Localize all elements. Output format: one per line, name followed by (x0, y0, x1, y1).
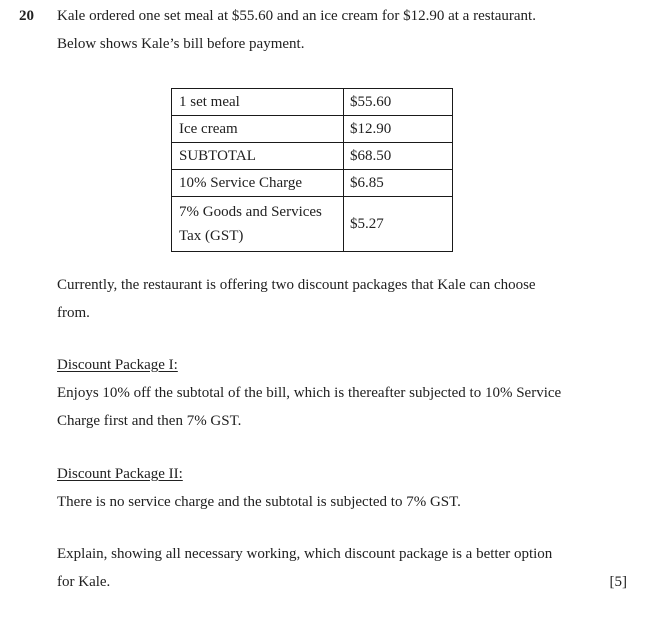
package-1-heading: Discount Package I: (57, 357, 178, 373)
task-line-2: for Kale. (57, 574, 111, 590)
bill-item-label: 10% Service Charge (172, 170, 344, 197)
offer-line-2: from. (57, 305, 90, 321)
package-1-line-2: Charge first and then 7% GST. (57, 413, 242, 429)
question-number: 20 (19, 8, 34, 24)
package-2-line-1: There is no service charge and the subtotal is subjected to 7% GST. (57, 494, 461, 510)
bill-item-amount: $12.90 (344, 116, 453, 143)
task-line-2-row (57, 568, 627, 596)
bill-item-amount: $5.27 (344, 197, 453, 252)
bill-item-label: Ice cream (172, 116, 344, 143)
bill-item-label: 1 set meal (172, 89, 344, 116)
marks-badge: [5] (609, 574, 627, 590)
offer-line-1: Currently, the restaurant is offering two discount packages that Kale can choose (57, 277, 536, 293)
bill-item-label: 7% Goods and Services Tax (GST) (172, 197, 344, 252)
table-row (172, 197, 453, 252)
bill-table (171, 88, 453, 252)
question-body (57, 2, 627, 596)
bill-item-amount: $6.85 (344, 170, 453, 197)
bill-item-amount: $68.50 (344, 143, 453, 170)
bill-item-amount: $55.60 (344, 89, 453, 116)
question-20 (0, 2, 662, 596)
package-2-heading: Discount Package II: (57, 466, 183, 482)
table-row (172, 143, 453, 170)
table-row (172, 89, 453, 116)
table-row (172, 170, 453, 197)
intro-line-2: Below shows Kale’s bill before payment. (57, 36, 305, 52)
task-line-1: Explain, showing all necessary working, which discount package is a better option (57, 546, 553, 562)
bill-item-label: SUBTOTAL (172, 143, 344, 170)
table-row (172, 116, 453, 143)
intro-line-1: Kale ordered one set meal at $55.60 and an ice cream for $12.90 at a restaurant. (57, 8, 536, 24)
package-1-line-1: Enjoys 10% off the subtotal of the bill, which is thereafter subjected to 10% Service (57, 385, 562, 401)
